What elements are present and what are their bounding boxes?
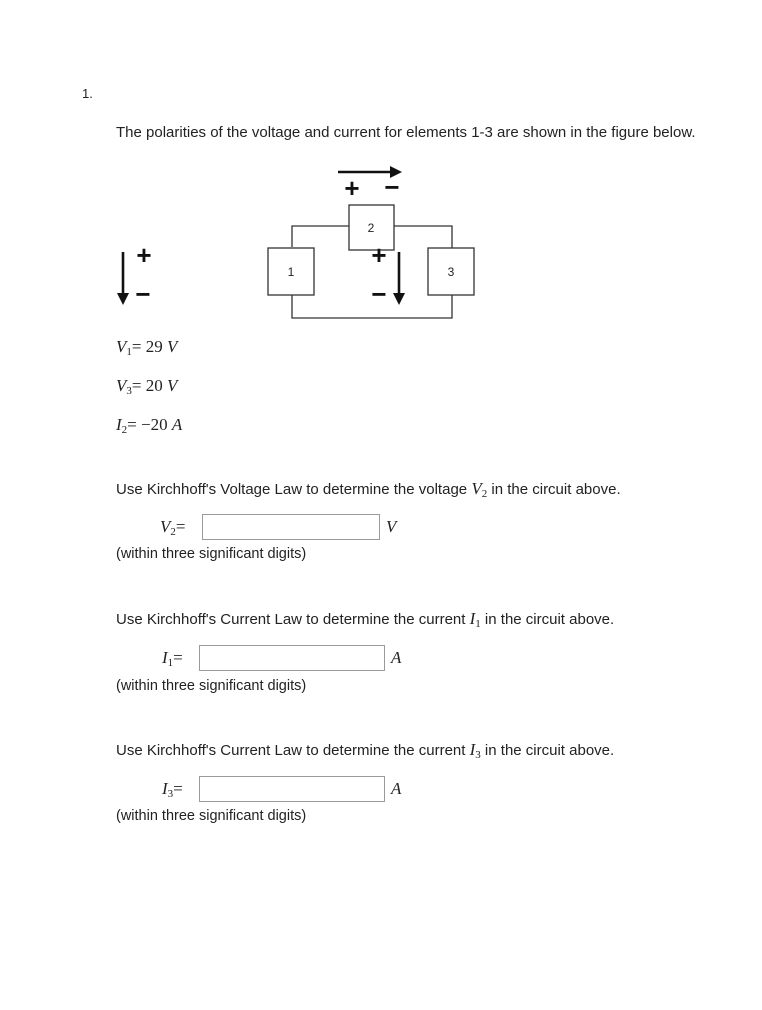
answer-i3-input[interactable]: [199, 776, 385, 802]
given-v3: $V_3= 20$ V: [116, 376, 178, 397]
element-3-minus: −: [371, 279, 387, 309]
answer-i1-label: $I_1=$: [162, 647, 183, 669]
answer-i3-hint: (within three significant digits): [116, 808, 307, 824]
element-2-minus: −: [384, 172, 400, 202]
given-i2: $I_2= -20$ A: [116, 415, 183, 436]
answer-row-i3: [162, 776, 401, 802]
question-v2-prompt: Use Kirchhoff's Voltage Law to determine the voltage $V_2$ in the circuit above.: [116, 479, 621, 500]
answer-v2-hint: (within three significant digits): [116, 546, 307, 562]
answer-i1-input[interactable]: [199, 645, 385, 671]
element-3-arrowhead: [393, 293, 405, 305]
answer-i3-unit: A: [391, 779, 402, 798]
element-1-arrowhead: [117, 293, 129, 305]
element-2-label: 2: [367, 221, 375, 235]
question-number: 1.: [82, 86, 93, 101]
intro-text: The polarities of the voltage and current for elements 1-3 are shown in the figure below.: [116, 124, 696, 141]
element-3-label: 3: [447, 265, 455, 279]
answer-v2-unit: V: [386, 517, 397, 536]
element-3-plus: +: [371, 240, 387, 270]
element-1-minus: −: [135, 279, 151, 309]
answer-i3-label: $I_3=$: [162, 778, 183, 800]
answer-i1-unit: A: [391, 648, 402, 667]
element-1-label: 1: [287, 265, 295, 279]
answer-v2-input[interactable]: [202, 514, 380, 540]
given-v1: $V_1= 29$ V: [116, 337, 178, 358]
answer-row-i1: [162, 645, 401, 671]
answer-v2-label: $V_2=$: [160, 516, 186, 538]
element-2-plus: +: [344, 173, 360, 203]
circuit-diagram: [110, 160, 455, 330]
question-i1-prompt: Use Kirchhoff's Current Law to determine the current $I_1$ in the circuit above.: [116, 609, 615, 630]
question-i3-prompt: Use Kirchhoff's Current Law to determine the current $I_3$ in the circuit above.: [116, 740, 615, 761]
answer-i1-hint: (within three significant digits): [116, 678, 307, 694]
answer-row-v2: [160, 514, 396, 540]
element-1-plus: +: [136, 240, 152, 270]
